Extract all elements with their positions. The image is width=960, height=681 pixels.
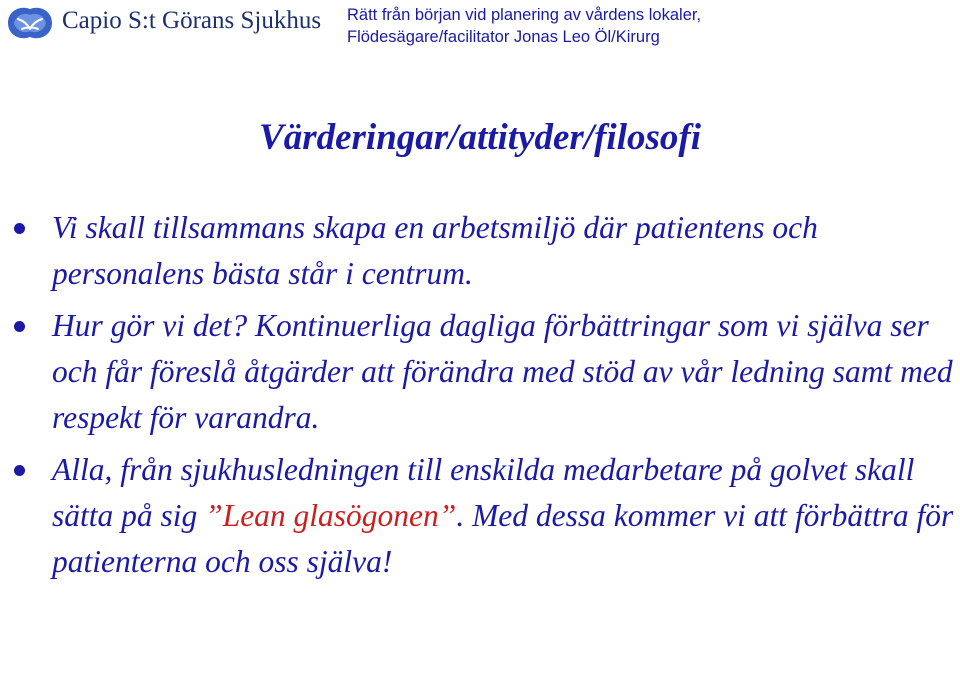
- bullet-dot-icon: [14, 321, 25, 332]
- slide-header: [0, 0, 960, 50]
- bullet-dot-icon: [14, 465, 25, 476]
- lean-glasses-highlight: ”Lean glasögonen”: [205, 498, 457, 533]
- header-note-line-1: Rätt från början vid planering av vårdens lokaler,: [347, 6, 702, 24]
- header-note-line-2: Flödesägare/facilitator Jonas Leo Öl/Kirurg: [347, 28, 660, 46]
- bullet-item-2: [0, 303, 960, 441]
- bullet-item-3: [0, 447, 960, 585]
- bullet-text: Hur gör vi det? Kontinuerliga dagliga förbättringar som vi själva ser och får föreslå åtgärder att förändra med stöd av vår ledning samt med respekt för varandra.: [52, 308, 953, 435]
- logo-name-capio: Capio: [62, 7, 122, 34]
- slide-title: Värderingar/attityder/filosofi: [259, 117, 701, 158]
- bullet-item-1: [0, 205, 960, 297]
- logo-name-hospital: S:t Görans Sjukhus: [127, 7, 322, 34]
- capio-logo-icon: [4, 3, 56, 43]
- bullet-text-after: . Med dessa kommer vi att förbättra för patienterna och oss själva!: [52, 498, 954, 579]
- hospital-logo-text: [62, 6, 321, 36]
- bullet-text: Vi skall tillsammans skapa en arbetsmiljö där patientens och personalens bästa står i centrum.: [52, 210, 818, 291]
- bullet-text-before: Alla, från sjukhusledningen till enskilda medarbetare på golvet skall sätta på sig: [52, 452, 915, 533]
- header-note: [347, 4, 701, 48]
- bullet-list: [0, 205, 960, 591]
- bullet-dot-icon: [14, 223, 25, 234]
